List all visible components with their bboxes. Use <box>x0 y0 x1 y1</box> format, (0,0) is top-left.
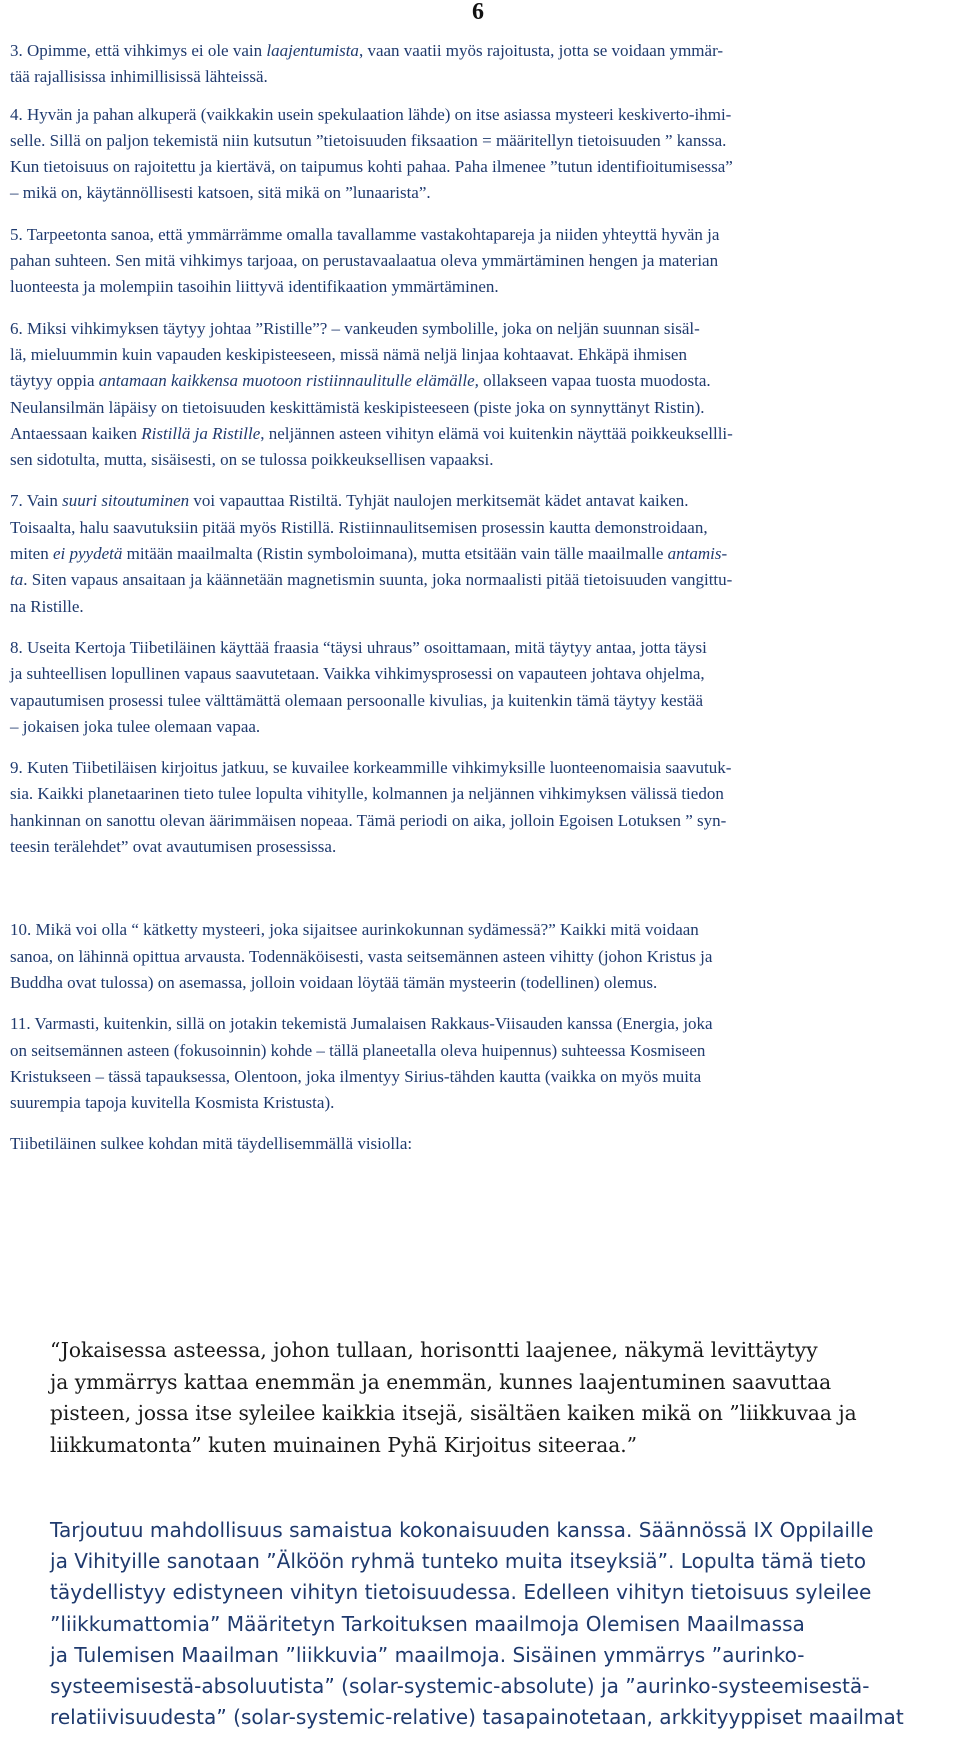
paragraph-line: ja suhteellisen lopullinen vapaus saavutetaan. Vaikka vihkimysprosessi on vapauteen johtava ohjelma, <box>10 664 705 684</box>
paragraph-line: suurempia tapoja kuvitella Kosmista Kristusta). <box>10 1093 335 1113</box>
page-number: 6 <box>472 0 484 25</box>
paragraph-line: Toisaalta, halu saavutuksiin pitää myös Ristillä. Ristiinnaulitsemisen prosessin kautta demonstroidaan, <box>10 517 708 537</box>
paragraph-line: na Ristille. <box>10 596 84 616</box>
paragraph-line: – mikä on, käytännöllisesti katsoen, sitä mikä on ”lunaarista”. <box>10 183 431 203</box>
paragraph-line: Antaessaan kaiken Ristillä ja Ristille, neljännen asteen vihityn elämä voi kuitenkin näyttää poikkeuksellli- <box>10 423 733 443</box>
tail-line: Tarjoutuu mahdollisuus samaistua kokonaisuuden kanssa. Säännössä IX Oppilaille <box>50 1518 874 1542</box>
paragraph-line: 6. Miksi vihkimyksen täytyy johtaa ”Ristille”? – vankeuden symbolille, joka on neljän suunnan sisäl- <box>10 318 700 338</box>
paragraph-line: täytyy oppia antamaan kaikkensa muotoon ristiinnaulitulle elämälle, ollakseen vapaa tuosta muodosta. <box>10 371 711 391</box>
paragraph-line: – jokaisen joka tulee olemaan vapaa. <box>10 716 261 736</box>
document-body <box>10 38 954 1173</box>
paragraph-line: teesin terälehdet” ovat avautumisen prosessissa. <box>10 837 337 857</box>
tail-line: ja Tulemisen Maailman ”liikkuvia” maailmoja. Sisäinen ymmärrys ”aurinko- <box>50 1642 805 1667</box>
paragraph-p8 <box>10 635 954 740</box>
paragraph-line: 4. Hyvän ja pahan alkuperä (vaikkakin usein spekulaation lähde) on itse asiassa mysteeri keskiverto-ihmi- <box>10 104 732 124</box>
paragraph-line: 10. Mikä voi olla “ kätketty mysteeri, joka sijaitsee aurinkokunnan sydämessä?” Kaikki mitä voidaan <box>10 920 699 940</box>
tail-line: täydellistyy edistyneen vihityn tietoisuudessa. Edelleen vihityn tietoisuus syleilee <box>50 1580 872 1605</box>
paragraph-line: pahan suhteen. Sen mitä vihkimys tarjoaa, on perustavaalaatua oleva ymmärtäminen hengen ja materian <box>10 251 719 271</box>
tail-line: systeemisestä-absoluutista” (solar-systemic-absolute) ja ”aurinko-systeemisestä- <box>50 1674 870 1699</box>
paragraph-line: 11. Varmasti, kuitenkin, sillä on jotakin tekemistä Jumalaisen Rakkaus-Viisauden kanssa (Energia, joka <box>10 1014 713 1034</box>
paragraph-line: vapautumisen prosessi tulee välttämättä olemaan persoonalle kivulias, ja kuitenkin tämä täytyy kestää <box>10 690 704 710</box>
tail-line: ”liikkumattomia” Määritetyn Tarkoituksen maailmoja Olemisen Maailmassa <box>50 1611 805 1636</box>
paragraph-line: on seitsemännen asteen (fokusoinnin) kohde – tällä planeetalla oleva huipennus) suhteessa Kosmiseen <box>10 1040 706 1060</box>
section-gap <box>10 875 954 917</box>
paragraph-line: Buddha ovat tulossa) on asemassa, jolloin voidaan löytää tämän mysteerin (todellinen) olemus. <box>10 972 658 992</box>
paragraph-line: 7. Vain suuri sitoutuminen voi vapauttaa Ristiltä. Tyhjät naulojen merkitsemät kädet antavat kaiken. <box>10 491 689 511</box>
paragraph-p3 <box>10 38 954 91</box>
paragraph-line: Kristukseen – tässä tapauksessa, Olentoon, joka ilmentyy Sirius-tähden kautta (vaikka on myös muita <box>10 1066 702 1086</box>
paragraph-p9 <box>10 755 954 860</box>
paragraph-line: sanoa, on lähinnä opittua arvausta. Todennäköisesti, vasta seitsemännen asteen vihitty (johon Kristus ja <box>10 946 713 966</box>
paragraph-line: 3. Opimme, että vihkimys ei ole vain laajentumista, vaan vaatii myös rajoitusta, jotta se voidaan ymmär- <box>10 41 724 60</box>
paragraph-line: Neulansilmän läpäisy on tietoisuuden keskittämistä keskipisteeseen (piste joka on synnyttänyt Ristin). <box>10 397 705 417</box>
paragraph-line: Tiibetiläinen sulkee kohdan mitä täydellisemmällä visiolla: <box>10 1134 413 1154</box>
paragraph-p4 <box>10 102 954 207</box>
tail-line: ja Vihityille sanotaan ”Älköön ryhmä tunteko muita itseyksiä”. Lopulta tämä tieto <box>50 1549 867 1574</box>
block-quote <box>50 1335 930 1461</box>
closing-paragraph <box>50 1515 955 1733</box>
quote-line: ja ymmärrys kattaa enemmän ja enemmän, kunnes laajentuminen saavuttaa <box>50 1369 832 1394</box>
paragraph-line: sen sidotulta, mutta, sisäisesti, on se tulossa poikkeuksellisen vapaaksi. <box>10 450 494 470</box>
paragraph-line: miten ei pyydetä mitään maailmalta (Ristin symboloimana), mutta etsitään vain tälle maailmalle antamis- <box>10 544 728 564</box>
paragraph-p11 <box>10 1011 954 1116</box>
paragraph-line: sia. Kaikki planetaarinen tieto tulee lopulta vihitylle, kolmannen ja neljännen vihkimyksen välissä tiedon <box>10 784 724 804</box>
paragraph-line: tää rajallisissa inhimillisissä lähteissä. <box>10 67 268 87</box>
paragraph-p5 <box>10 222 954 301</box>
paragraph-p10 <box>10 917 954 996</box>
quote-line: “Jokaisessa asteessa, johon tullaan, horisontti laajenee, näkymä levittäytyy <box>50 1338 818 1362</box>
paragraph-p6 <box>10 316 954 474</box>
paragraph-p7 <box>10 488 954 619</box>
paragraph-line: 8. Useita Kertoja Tiibetiläinen käyttää fraasia “täysi uhraus” osoittamaan, mitä täytyy antaa, jotta täysi <box>10 637 707 657</box>
paragraph-p12 <box>10 1131 954 1157</box>
paragraph-line: 5. Tarpeetonta sanoa, että ymmärrämme omalla tavallamme vastakohtapareja ja niiden yhteyttä hyvän ja <box>10 224 720 244</box>
paragraph-line: selle. Sillä on paljon tekemistä niin kutsutun ”tietoisuuden fiksaation = määritellyn tietoisuuden ” kanssa. <box>10 130 727 150</box>
paragraph-line: lä, mieluummin kuin vapauden keskipisteeseen, missä nämä neljä linjaa kohtaavat. Ehkäpä ihmisen <box>10 344 687 364</box>
paragraph-line: ta. Siten vapaus ansaitaan ja käännetään magnetismin suunta, joka normaalisti pitää tietoisuuden vangittu- <box>10 570 733 590</box>
tail-line: relatiivisuudesta” (solar-systemic-relative) tasapainotetaan, arkkityyppiset maailmat <box>50 1705 904 1730</box>
quote-line: liikkumatonta” kuten muinainen Pyhä Kirjoitus siteeraa.” <box>50 1432 638 1457</box>
quote-line: pisteen, jossa itse syleilee kaikkia itsejä, sisältäen kaiken mikä on ”liikkuvaa ja <box>50 1401 857 1425</box>
paragraph-line: Kun tietoisuus on rajoitettu ja kiertävä, on taipumus kohti pahaa. Paha ilmenee ”tutun identifioitumisessa” <box>10 157 733 177</box>
paragraph-line: 9. Kuten Tiibetiläisen kirjoitus jatkuu, se kuvailee korkeammille vihkimyksille luonteenomaisia saavutuk- <box>10 758 732 778</box>
paragraph-line: luonteesta ja molempiin tasoihin liittyvä identifikaation ymmärtäminen. <box>10 277 499 297</box>
paragraph-line: hankinnan on sanottu olevan äärimmäisen nopeaa. Tämä periodi on aika, jolloin Egoisen Lotuksen ” syn- <box>10 810 727 830</box>
